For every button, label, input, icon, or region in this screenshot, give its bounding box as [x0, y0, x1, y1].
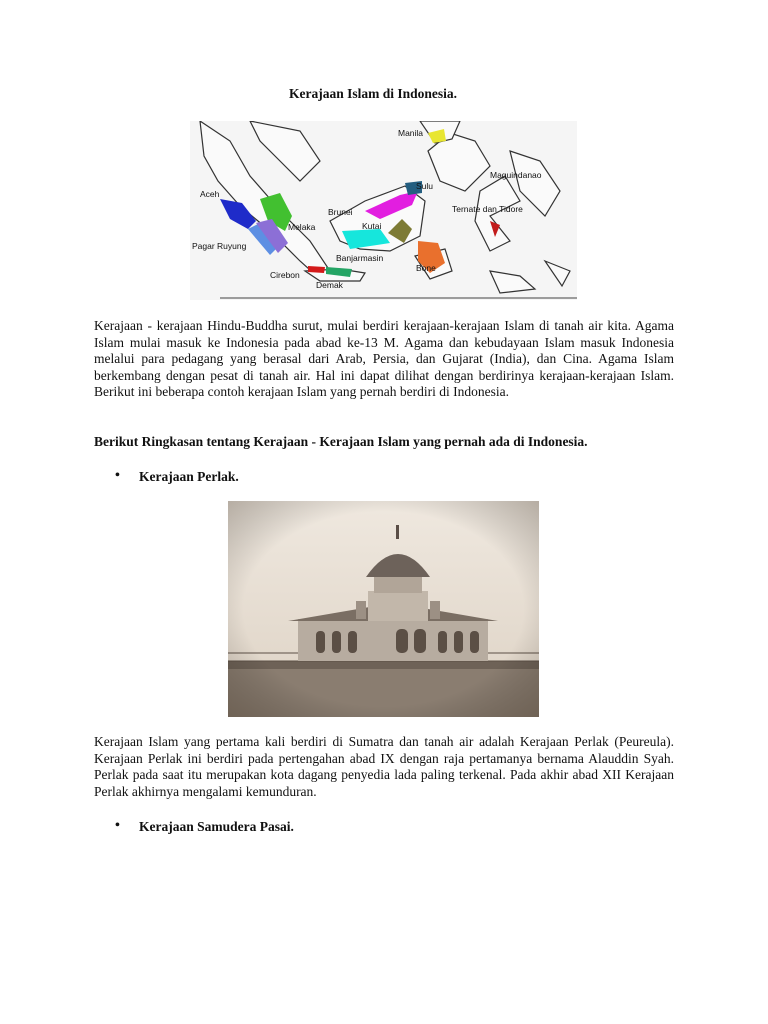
- label-melaka: Melaka: [288, 222, 316, 232]
- label-kutai: Kutai: [362, 221, 382, 231]
- bullet-dot: •: [115, 468, 120, 483]
- label-pagar-ruyung: Pagar Ruyung: [192, 241, 247, 251]
- section-subheading: Berikut Ringkasan tentang Kerajaan - Kerajaan Islam yang pernah ada di Indonesia.: [94, 434, 588, 449]
- label-banjarmasin: Banjarmasin: [336, 253, 384, 263]
- bullet-label: Kerajaan Samudera Pasai.: [139, 819, 294, 834]
- bullet-dot: •: [115, 818, 120, 833]
- label-brunei: Brunei: [328, 207, 353, 217]
- mosque-photo-graphic: [228, 501, 539, 717]
- label-manila: Manila: [398, 128, 424, 138]
- label-aceh: Aceh: [200, 189, 220, 199]
- perlak-paragraph: Kerajaan Islam yang pertama kali berdiri di Sumatra dan tanah air adalah Kerajaan Perlak (Peureula). Kerajaan Perlak ini berdiri pada pertengahan abad IX dengan raja pertamanya bernama Alauddin Syah. Perlak pada saat itu merupakan kota dagang penyedia lada paling terkenal. Pada akhir abad XII Kerajaan Perlak akhirnya mengalami kemunduran.: [94, 734, 674, 799]
- label-bone: Bone: [416, 263, 436, 273]
- page-title: Kerajaan Islam di Indonesia.: [288, 86, 458, 101]
- intro-paragraph: Kerajaan - kerajaan Hindu-Buddha surut, mulai berdiri kerajaan-kerajaan Islam di tanah air kita. Agama Islam mulai masuk ke Indonesia pada abad ke-13 M. Agama dan kebudayaan Islam masuk Indonesia melalui para pedagang yang berasal dari Arab, Persia, dan Gujarat (India), dan Cina. Agama Islam berkembang dengan pesat di tanah air. Hal ini dapat dilihat dengan berdirinya kerajaan-kerajaan Islam. Berikut ini beberapa contoh kerajaan Islam yang pernah berdiri di Indonesia.: [94, 318, 674, 399]
- cirebon-region: [308, 266, 325, 273]
- label-ternate: Ternate dan Tidore: [452, 204, 523, 214]
- bullet-label: Kerajaan Perlak.: [139, 469, 239, 484]
- label-cirebon: Cirebon: [270, 270, 300, 280]
- kingdoms-map-graphic: [190, 121, 577, 300]
- label-sulu: Sulu: [416, 181, 434, 191]
- kingdoms-map: [190, 121, 577, 300]
- label-maguindanao: Maguindanao: [490, 170, 542, 180]
- mosque-photo: [228, 501, 539, 717]
- label-demak: Demak: [316, 280, 343, 290]
